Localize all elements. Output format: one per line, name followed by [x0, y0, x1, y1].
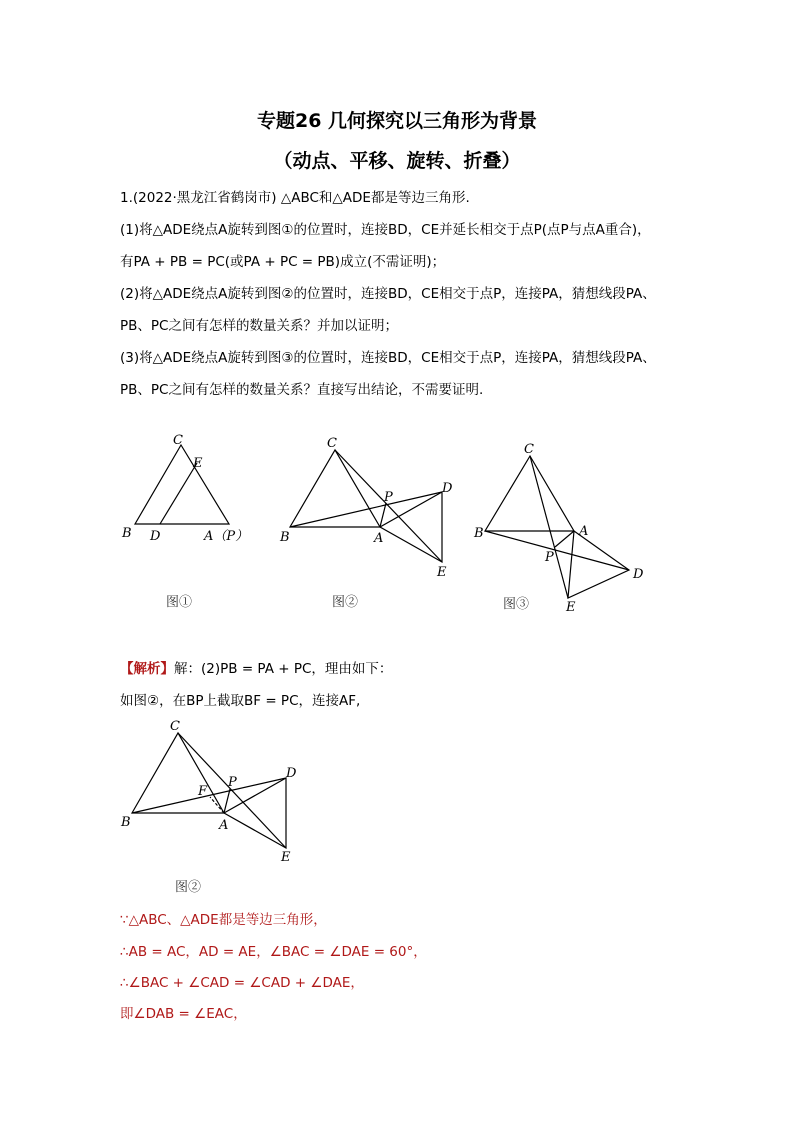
- sol-label-p: P: [228, 775, 237, 790]
- fig1-label-e: E: [193, 456, 203, 471]
- fig2-label-c: C: [327, 436, 337, 451]
- sol-label-b: B: [121, 815, 131, 830]
- solution-figure-caption: 图②: [175, 880, 202, 895]
- fig3-caption: 图③: [503, 597, 530, 612]
- fig1-caption: 图①: [166, 595, 193, 610]
- fig3-label-d: D: [633, 567, 644, 582]
- solution-line3: ∵△ABC、△ADE都是等边三角形，: [120, 912, 327, 928]
- fig1-label-c: C: [173, 433, 183, 448]
- fig3-label-c: C: [524, 442, 534, 457]
- problem-line6: (3)将△ADE绕点A旋转到图③的位置时，连接BD，CE相交于点P，连接PA，猜想线段PA、: [120, 350, 656, 366]
- sol-label-e: E: [281, 850, 291, 865]
- title-line1: 专题26 几何探究以三角形为背景: [256, 110, 538, 132]
- fig2-label-a: A: [374, 531, 384, 546]
- fig1-label-b: B: [122, 526, 132, 541]
- solution-line6: 即∠DAB = ∠EAC，: [120, 1006, 247, 1022]
- problem-line2: (1)将△ADE绕点A旋转到图①的位置时，连接BD，CE并延长相交于点P(点P与点A重合)，: [120, 222, 651, 238]
- fig3-label-p: P: [545, 550, 554, 565]
- fig2-caption: 图②: [332, 595, 359, 610]
- fig1-label-ap: A（P）: [204, 529, 249, 544]
- problem-line5: PB、PC之间有怎样的数量关系？并加以证明；: [120, 318, 398, 334]
- sol-label-c: C: [170, 719, 180, 734]
- fig3-label-e: E: [566, 600, 576, 615]
- fig2-label-b: B: [280, 530, 290, 545]
- fig1-label-d: D: [150, 529, 161, 544]
- solution-line2: 如图②，在BP上截取BF = PC，连接AF,: [120, 693, 361, 709]
- fig2-label-e: E: [437, 565, 447, 580]
- solution-line4: ∴AB = AC，AD = AE，∠BAC = ∠DAE = 60°，: [120, 944, 427, 960]
- solution-tag: 【解析】: [120, 661, 174, 677]
- problem-line3: 有PA + PB = PC(或PA + PC = PB)成立(不需证明)；: [120, 254, 446, 270]
- solution-line1-rest: 解：(2)PB = PA + PC，理由如下：: [174, 661, 393, 677]
- problem-line7: PB、PC之间有怎样的数量关系？直接写出结论，不需要证明.: [120, 382, 484, 398]
- sol-label-f: F: [198, 784, 208, 799]
- title-line2: （动点、平移、旋转、折叠）: [273, 150, 521, 172]
- sol-label-d: D: [286, 766, 297, 781]
- problem-line4: (2)将△ADE绕点A旋转到图②的位置时，连接BD，CE相交于点P，连接PA，猜想线段PA、: [120, 286, 656, 302]
- fig3-label-b: B: [474, 526, 484, 541]
- fig2-label-p: P: [384, 490, 393, 505]
- problem-line1: 1.(2022·黑龙江省鹤岗市) △ABC和△ADE都是等边三角形.: [120, 190, 470, 206]
- solution-line5: ∴∠BAC + ∠CAD = ∠CAD + ∠DAE，: [120, 975, 364, 991]
- sol-label-a: A: [219, 818, 229, 833]
- fig2-label-d: D: [442, 481, 453, 496]
- fig3-label-a: A: [579, 524, 589, 539]
